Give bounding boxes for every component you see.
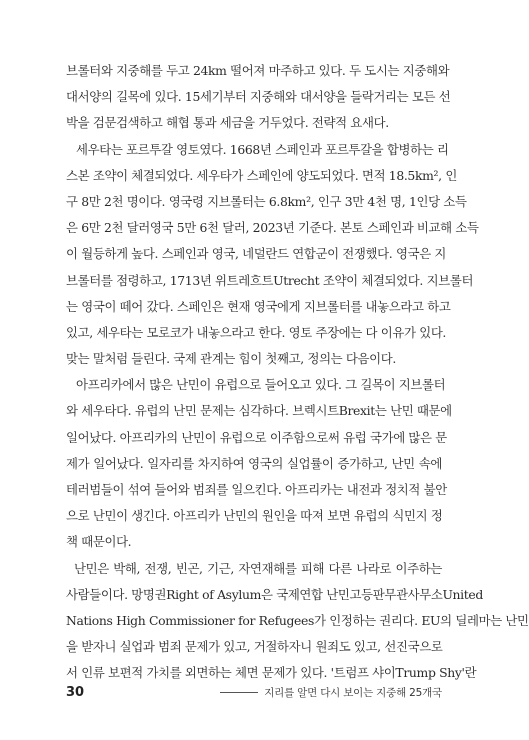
page-footer (66, 682, 442, 702)
paragraph (66, 372, 452, 555)
text-line: 사람들이다. 망명권Right of Asylum은 국제연합 난민고등판무관사무소United (66, 586, 483, 602)
text-line: 와 세우타다. 유럽의 난민 문제는 심각하다. 브렉시트Brexit는 난민 때문에 (66, 403, 452, 419)
text-line: 제가 일어났다. 일자리를 차지하여 영국의 실업률이 증가하고, 난민 속에 (66, 455, 442, 471)
paragraph (66, 137, 479, 373)
running-title (220, 685, 442, 700)
text-line: 대서양의 길목에 있다. 15세기부터 지중해와 대서양을 들락거리는 모든 선 (66, 89, 451, 105)
text-line: 는 영국이 떼어 갔다. 스페인은 현재 영국에게 지브롤터를 내놓으라고 하고 (66, 298, 451, 314)
text-line: 박을 검문검색하고 해협 통과 세금을 거두었다. 전략적 요새다. (66, 115, 389, 131)
text-line: 맞는 말처럼 들린다. 국제 관계는 힘이 첫째고, 정의는 다음이다. (66, 351, 396, 367)
text-line: 세우타는 포르투갈 영토였다. 1668년 스페인과 포르투갈을 합병하는 리 (76, 141, 449, 157)
text-line: 아프리카에서 많은 난민이 유럽으로 들어오고 있다. 그 길목이 지브롤터 (76, 377, 446, 393)
paragraph (66, 58, 451, 137)
text-line: 을 받자니 실업과 범죄 문제가 있고, 거절하자니 원죄도 있고, 선진국으로 (66, 639, 443, 655)
text-line: 있고, 세우타는 모로코가 내놓으라고 한다. 영토 주장에는 다 이유가 있다. (66, 324, 447, 340)
text-line: 책 때문이다. (66, 534, 132, 550)
body-text (66, 58, 529, 687)
text-line: 브롤터와 지중해를 두고 24km 떨어져 마주하고 있다. 두 도시는 지중해와 (66, 63, 450, 78)
text-line: Nations High Commissioner for Refugees가 인정하는 권리다. EU의 딜레마는 난민 (66, 612, 529, 628)
text-line: 난민은 박해, 전쟁, 빈곤, 기근, 자연재해를 피해 다른 나라로 이주하는 (74, 560, 442, 576)
running-title-text: 지리를 알면 다시 보이는 지중해 25개국 (264, 686, 442, 699)
footer-rule (220, 692, 258, 693)
paragraph (66, 556, 529, 687)
text-line: 브롤터를 점령하고, 1713년 위트레흐트Utrecht 조약이 체결되었다. 지브롤터 (66, 272, 474, 288)
text-line: 테러범들이 섞여 들어와 범죄를 일으킨다. 아프리카는 내전과 정치적 불안 (66, 482, 447, 497)
text-line: 구 8만 2천 명이다. 영국령 지브롤터는 6.8km², 인구 3만 4천 명, 1인당 소득 (66, 193, 467, 209)
text-line: 일어났다. 아프리카의 난민이 유럽으로 이주함으로써 유럽 국가에 많은 문 (66, 429, 447, 445)
text-line: 스본 조약이 체결되었다. 세우타가 스페인에 양도되었다. 면적 18.5km², 인 (66, 167, 457, 183)
text-line: 은 6만 2천 달러영국 5만 6천 달러, 2023년 기준다. 본토 스페인과 비교해 소득 (66, 220, 479, 236)
text-line: 이 월등하게 높다. 스페인과 영국, 네덜란드 연합군이 전쟁했다. 영국은 지 (66, 246, 447, 262)
text-line: 으로 난민이 생긴다. 아프리카 난민의 원인을 따져 보면 유럽의 식민지 정 (66, 508, 443, 524)
text-line: 서 인류 보편적 가치를 외면하는 체면 문제가 있다. '트럼프 샤이Trump Shy'란 (66, 665, 477, 681)
page-number: 30 (66, 684, 85, 700)
